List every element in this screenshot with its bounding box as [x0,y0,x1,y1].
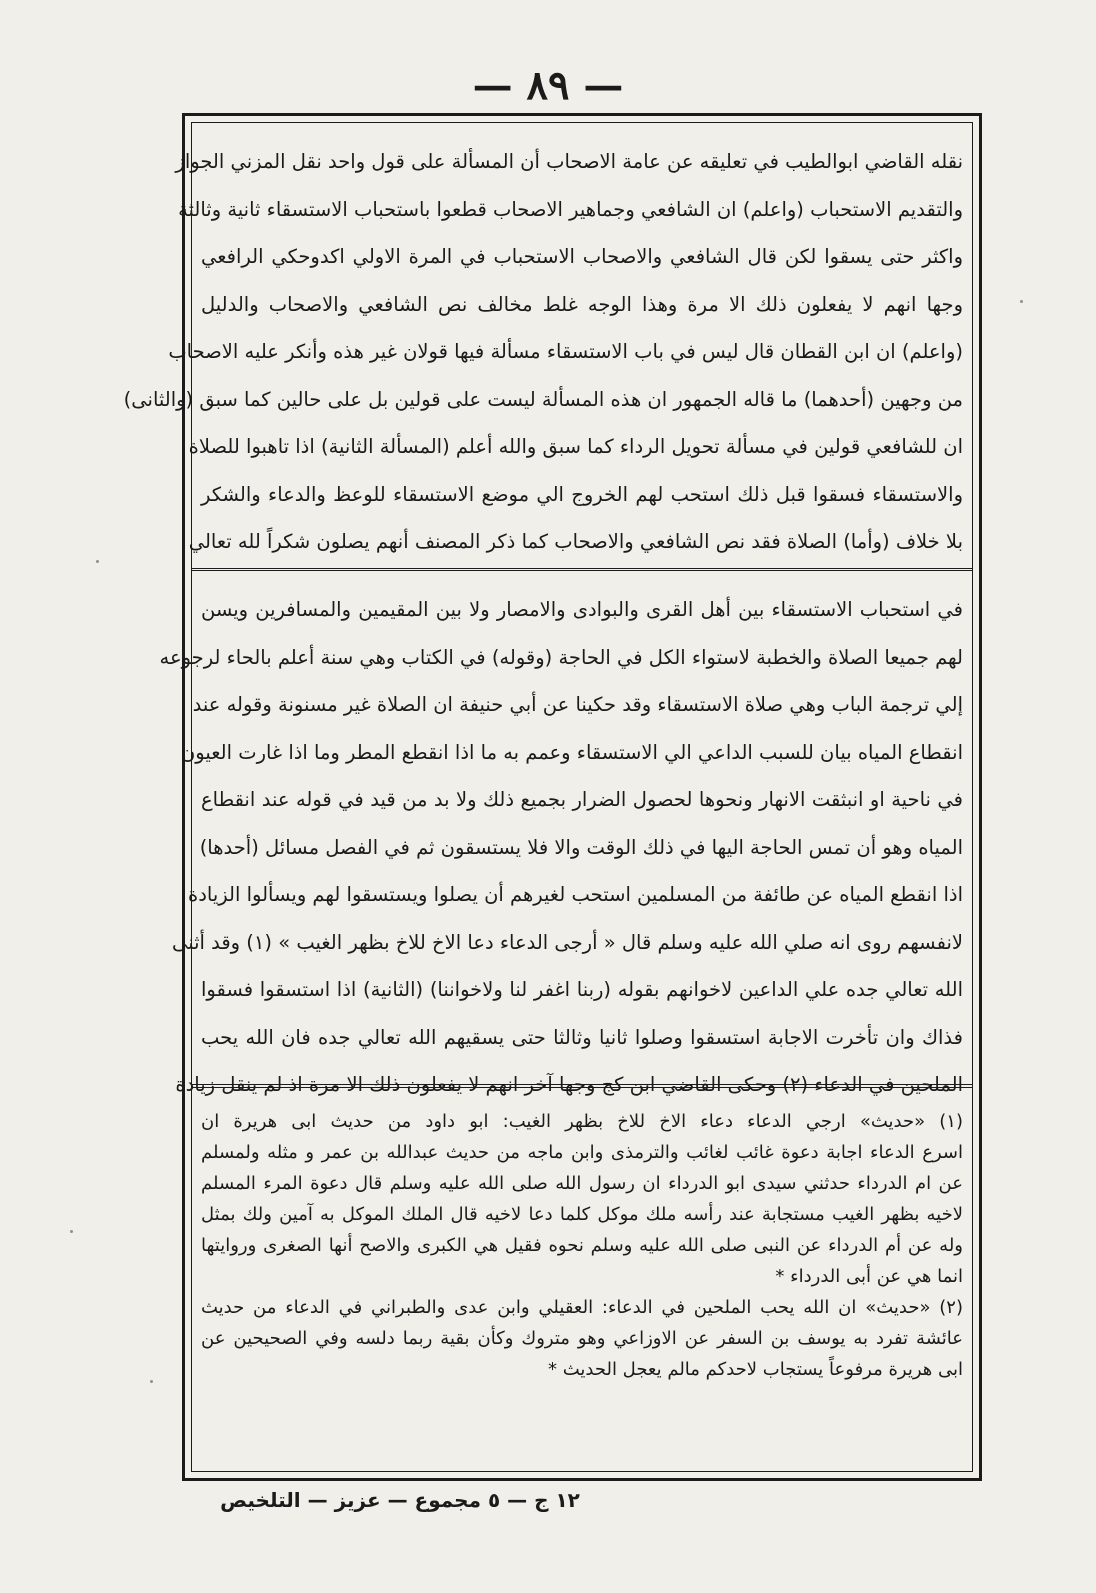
main-text-section [159,586,963,1096]
footnote-line: (٢) «حديث» ان الله يحب الملحين في الدعاء: العقيلي وابن عدى والطبراني في الدعاء من حديث [201,1297,963,1318]
footnote-line: (١) «حديث» ارجي الدعاء دعاء الاخ للاخ بظهر الغيب: ابو داود من حديث ابى هريرة ان [201,1111,963,1132]
footnote-line: انما هي عن أبى الدرداء * [775,1266,963,1287]
main-line: في ناحية او انبثقت الانهار ونحوها لحصول الضرار بجميع ذلك ولا بد من قيد في قوله عند انقطاع [201,788,963,811]
scan-speck [150,1380,153,1383]
commentary-line: نقله القاضي ابوالطيب في تعليقه عن عامة الاصحاب أن المسألة على قول واحد نقل المزني الجواز [175,150,963,173]
footnote-line: ابى هريرة مرفوعاً يستجاب لاحدكم مالم يعجل الحديث * [548,1359,963,1380]
commentary-line: (واعلم) ان ابن القطان قال ليس في باب الاستسقاء مسألة فيها قولان غير هذه وأنكر عليه الاصحاب [168,340,963,363]
commentary-line: بلا خلاف (وأما) الصلاة فقد نص الشافعي والاصحاب كما ذكر المصنف أنهم يصلون شكراً لله تعالي [188,530,963,553]
main-line: المياه وهو أن تمس الحاجة اليها في ذلك الوقت والا فلا يستسقون ثم في الفصل مسائل (أحدها) [199,835,963,859]
footnote-line: لاخيه بظهر الغيب مستجابة عند رأسه ملك موكل كلما دعا لاخيه قال الملك الموكل به آمين ولك بمثل [201,1204,963,1225]
page-frame [123,113,982,1481]
main-line: لهم جميعا الصلاة والخطبة لاستواء الكل في الحاجة (وقوله) في الكتاب وهي سنة أعلم بالحاء لرجوعه [159,645,963,669]
footnote-divider [191,1084,973,1088]
footnote-line: عن ام الدرداء حدثني سيدى ابو الدرداء ان رسول الله صلى الله عليه وسلم قال دعوة المرء المسلم [201,1173,963,1194]
commentary-line: وجها انهم لا يفعلون ذلك الا مرة وهذا الوجه غلط مخالف نص الشافعي والاصحاب والدليل [201,292,963,316]
footnote-line: اسرع الدعاء اجابة دعوة غائب لغائب والترمذى وابن ماجه من حديث عبدالله بن عمر و مثله ولمسلم [201,1142,963,1163]
commentary-section [123,138,963,568]
commentary-line: والتقديم الاستحباب (واعلم) ان الشافعي وجماهير الاصحاب قطعوا باستحباب الاستسقاء ثانية وثالثة [178,197,963,221]
commentary-line: ان للشافعي قولين في مسألة تحويل الرداء كما سبق والله أعلم (المسألة الثانية) اذا تاهبوا للصلاة [188,435,963,458]
commentary-line: من وجهين (أحدهما) ما قاله الجمهور ان هذه المسألة ليست على قولين بل على حالين كما سبق (والثانى) [123,387,963,411]
printer-signature: ١٢ ج — ٥ مجموع — عزيز — التلخيص [220,1488,580,1512]
main-line: الله تعالي جده علي الداعين لاخوانهم بقوله (ربنا اغفر لنا ولاخواننا) (الثانية) اذا استسقوا فسقوا [201,978,963,1001]
footnote-line: عائشة تفرد به يوسف بن السفر عن الاوزاعي وهو متروك وكأن بقية ربما دلسه وفي الصحيحين عن [201,1328,963,1349]
scan-speck [96,560,99,563]
footnotes-section [201,1106,963,1441]
section-divider [191,568,973,571]
main-line: فذاك وان تأخرت الاجابة استسقوا وصلوا ثانيا وثالثا حتى يسقيهم الله تعالي جده فان الله يحب [201,1025,963,1049]
scan-speck [1020,300,1023,303]
page-number: — ٨٩ — [472,62,624,109]
main-line: في استحباب الاستسقاء بين أهل القرى والبوادى والامصار ولا بين المقيمين والمسافرين ويسن [201,598,963,621]
main-line: اذا انقطع المياه عن طائفة من المسلمين استحب لغيرهم أن يصلوا ويستسقوا لهم ويسألوا الزيادة [188,883,963,906]
main-line: الملحين في الدعاء (٢) وحكى القاضي ابن كج وجها آخر انهم لا يفعلون ذلك الا مرة اذ لم ينقل زيادة [175,1073,963,1096]
main-line: لانفسهم روى انه صلي الله عليه وسلم قال « أرجى الدعاء دعا الاخ للاخ بظهر الغيب » (١) وقد أثنى [171,930,963,954]
commentary-line: والاستسقاء فسقوا قبل ذلك استحب لهم الخروج الي موضع الاستسقاء للوعظ والدعاء والشكر [201,482,963,506]
main-line: إلي ترجمة الباب وهي صلاة الاستسقاء وقد حكينا عن أبي حنيفة ان الصلاة غير مسنونة وقوله عند [192,693,963,716]
scan-speck [70,1230,73,1233]
footnote-line: وله عن أم الدرداء عن النبى صلى الله عليه وسلم نحوه فقيل هي الكبرى والاصح أنها الصغرى وروايتها [201,1235,963,1256]
commentary-line: واكثر حتى يسقوا لكن قال الشافعي والاصحاب الاستحباب في المرة الاولي اكدوحكي الرافعي [201,245,963,268]
main-line: انقطاع المياه بيان للسبب الداعي الي الاستسقاء وعمم به ما اذا انقطع المطر وما اذا غارت العيون [180,740,963,764]
